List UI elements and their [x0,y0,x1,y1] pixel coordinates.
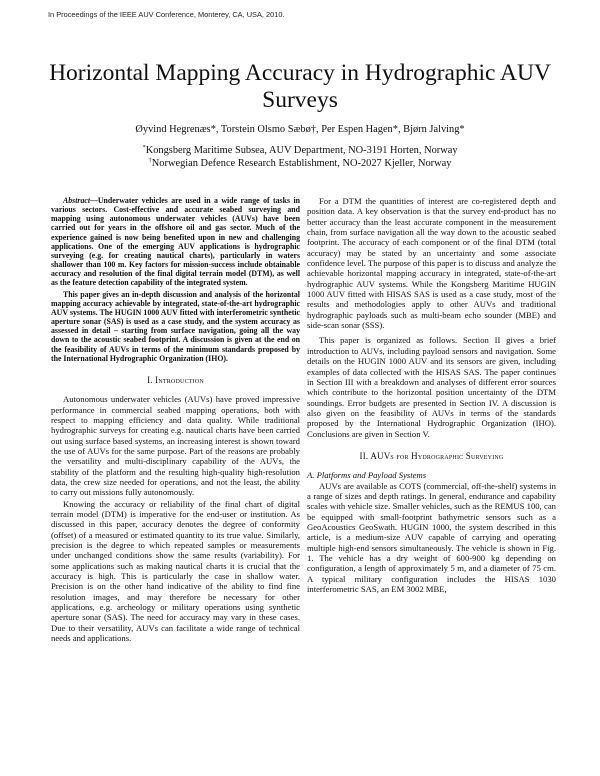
right-column [307,196,556,594]
abstract-text-1: Underwater vehicles are used in a wide range of tasks in various sectors. Cost-effective and accurate seabed surveying and mapping using autonomous underwater vehicles (AUVs) have been carried out for years in the offshore oil and gas sector. Much of the experience gained is now being benefited upon in new and challenging applications. One of the emerging AUV applications is hydrographic surveying (e.g. for creating nautical charts), particularly in waters shallower than 100 m. Key factors for mission-success include obtainable accuracy and resolution of the final digital terrain model (DTM), as well as the feature detection capability of the integrated system. [51,196,300,288]
abstract-paragraph-1 [51,196,300,288]
intro-paragraph-3: For a DTM the quantities of interest are co-registered depth and position data. A key observation is that the survey end-product has no better accuracy than the least accurate component in the measurement chain, from surface navigation all the way down to the acoustic seabed footprint. The accuracy of each component or of the final DTM (total accuracy) may be stated by an uncertainty and some associate confidence level. The purpose of this paper is to discuss and analyze the achievable horizontal mapping accuracy in integrated, state-of-the-art hydrographic AUV systems. While the Kongsberg Maritime HUGIN 1000 AUV fitted with HISAS SAS is used as a case study, most of the results and methodologies apply to other AUVs and traditional hydrographic payloads such as multi-beam echo sounder (MBE) and side-scan sonar (SSS). [307,196,556,331]
intro-paragraph-4: This paper is organized as follows. Section II gives a brief introduction to AUVs, including payload sensors and navigation. Some details on the HUGIN 1000 AUV and its sensors are given, including examples of data collected with the HISAS SAS. The paper continues in Section III with a breakdown and analyses of different error sources which contribute to the horizontal position uncertainty of the DTM soundings. Error budgets are presented in Section IV. A discussion is also given on the feasibility of AUVs in terms of the standards proposed by the International Hydrographic Organization (IHO). Conclusions are given in Section V. [307,335,556,439]
abstract-paragraph-2: This paper gives an in-depth discussion and analysis of the horizontal mapping accuracy achievable by integrated, state-of-the-art hydrographic AUV systems. The HUGIN 1000 AUV fitted with interferometric synthetic aperture sonar (SAS) is used as a case study, and the system accuracy as assessed in detail – starting from surface navigation, going all the way down to the acoustic seabed footprint. A discussion is given at the end on the feasibility of AUVs in terms of the minimum standards proposed by the International Hydrographic Organization (IHO). [51,289,300,363]
section-2-paragraph-1: AUVs are available as COTS (commercial, off-the-shelf) systems in a range of sizes and depth ratings. In general, endurance and capability scales with vehicle size. Smaller vehicles, such as the REMUS 100, can be equipped with small-footprint bathymetric sensors such as a GeoAcoustics GeoSwath. HUGIN 1000, the system described in this article, is a medium-size AUV capable of carrying and operating multiple high-end sensors simultaneously. The vehicle is shown in Fig. 1. The vehicle has a dry weight of 600-900 kg depending on configuration, a length of approximately 5 m, and a diameter of 75 cm. A typical military configuration includes the HISAS 1030 interferometric SAS, an EM 3002 MBE, [307,480,556,595]
affiliation-1 [40,145,560,156]
author-list: Øyvind Hegrenæs*, Torstein Olsmo Sæbø†, Per Espen Hagen*, Bjørn Jalving* [135,124,465,135]
affiliation-2-mark: † [148,157,152,164]
abstract-label: Abstract— [63,196,98,205]
section-2-heading: II. AUVs for Hydrographic Surveying [359,450,504,461]
conference-note: In Proceedings of the IEEE AUV Conference, Monterey, CA, USA, 2010. [48,10,285,19]
abstract [51,196,300,363]
intro-paragraph-2: Knowing the accuracy or reliability of the final chart of digital terrain model (DTM) is imperative for the end-user or institution. As discussed in this paper, accuracy denotes the degree of conformity (offset) of a measured or estimated quantity to its true value. Similarly, precision is the degree to which repeated samples or measurements under unchanged conditions show the same results (variability). For some applications such as making nautical charts it is crucial that the accuracy is high. This is particularly the case in shallow water. Precision is on the other hand indicative of the ability to find fine resolution images, and may therefore be necessary for other applications, e.g. archeology or military operations using synthetic aperture sonar (SAS). The need for accuracy may vary in these cases. Due to their versatility, AUVs can facilitate a wide range of technical needs and applications. [51,498,300,644]
section-1-heading: I. Introduction [147,374,204,385]
left-column [51,196,300,643]
intro-paragraph-1: Autonomous underwater vehicles (AUVs) have proved impressive performance in commercial seabed mapping operations, both with respect to mapping efficiency and data quality. While traditional hydrographic surveys for creating e.g. nautical charts have been carried out using surface based systems, an increasing interest is shown toward the use of AUVs for the same purpose. Part of the reasons are probably the versatility and multi-disciplinary capability of the AUVs, the stability of the platform and the resulting high-quality high-resolution data, the crew size needed for operations, and not the least, the ability to carry out missions fully autonomously. [51,394,300,498]
paper-title: Horizontal Mapping Accuracy in Hydrographic AUV Surveys [49,60,551,113]
affiliation-1-text: Kongsberg Maritime Subsea, AUV Department, NO-3191 Horten, Norway [145,145,458,156]
subsection-2a-heading: A. Platforms and Payload Systems [307,470,427,481]
affiliation-1-mark: * [142,144,146,151]
affiliation-2 [40,158,560,169]
affiliation-2-text: Norwegian Defence Research Establishment, NO-2027 Kjeller, Norway [151,158,452,169]
